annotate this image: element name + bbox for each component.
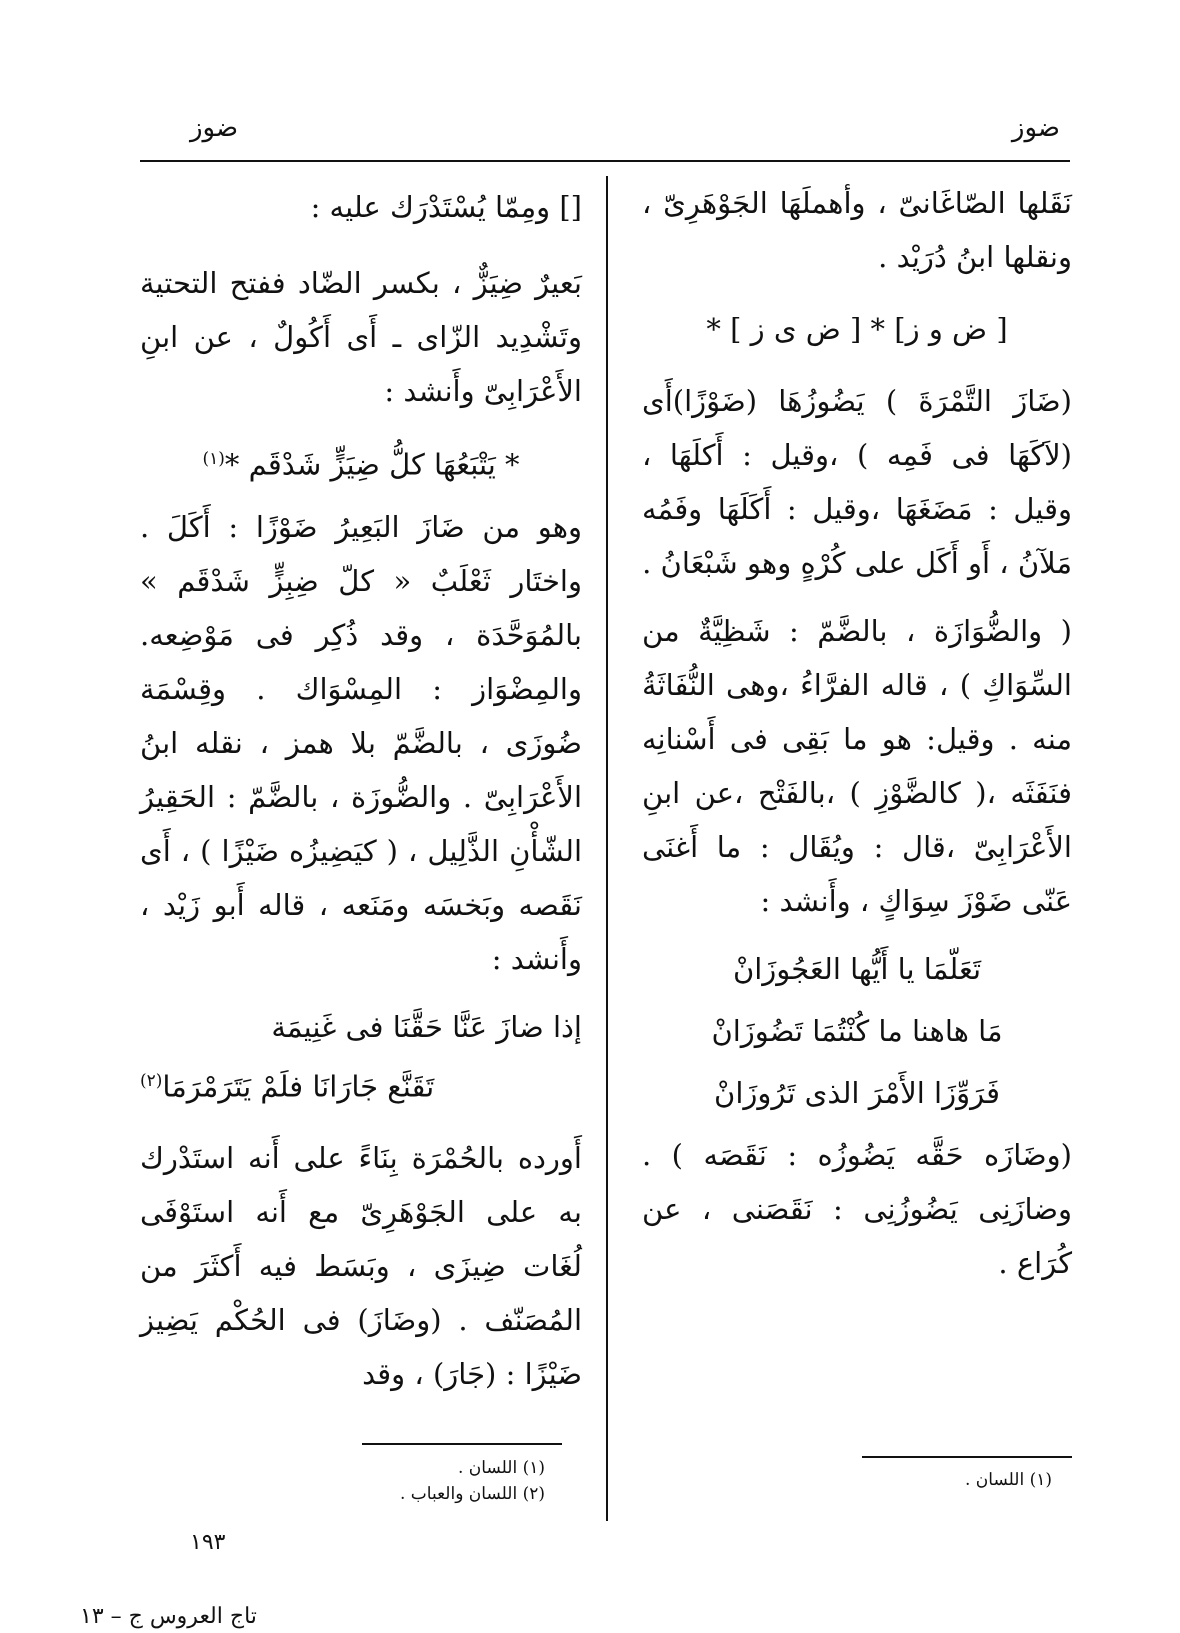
footnote: (٢) اللسان والعباب . [399,1484,545,1504]
paragraph: نَقَلها الصّاغَانىّ ، وأهملَهَا الجَوْهَرِىّ ، ونقلها ابنُ دُرَيْد . [642,186,1072,274]
verse-text: تَقَنَّع جَارَانَا فلَمْ يَتَرَمْرَمَا [162,1069,435,1104]
paragraph: أَورده بالحُمْرَة بِنَاءً على أَنه استَدْرك به على الجَوْهَرِىّ مع أَنه استَوْفَى لُغَات ضِيزَى ، وبَسَط فيه أَكثَرَ من المُصَنّف . (وضَازَ) فى الحُكْم يَضِيز ضَيْزًا : (جَارَ) ، وقد [140,1141,582,1392]
entry-heading: [ ض و ز] * [ ض ى ز ] * [706,312,1008,346]
verse-line: فَرَوِّزَا الأَمْرَ الذى تَرُوزَانْ [714,1076,1000,1110]
verse-line [140,432,582,492]
column-divider [606,176,608,1521]
footnote-mark: (٢) [140,1070,163,1091]
paragraph: (وضَازَه حَقَّه يَضُوزُه : نَقَصَه ) . وضازَنِى يَضُوزُنِى : نَقَصَنى ، عن كُرَاع . [642,1138,1072,1280]
verse-line [140,1054,582,1114]
paragraph: وهو من ضَازَ البَعِيرُ ضَوْزًا : أَكَلَ . واختَار ثَعْلَبٌ « كلّ ضِبِزٍّ شَدْقَم » بالمُوَحَّدَة ، وقد ذُكِر فى مَوْضِعه. والمِضْوَاز : المِسْوَاك . وقِسْمَة ضُوزَى ، بالضَّمّ بلا همز ، نقله ابنُ الأَعْرَابِىّ . والضُّوزَة ، بالضَّمّ : الحَقِيرُ الشّأْنِ الذَّلِيل ، ( كيَضِيزُه ضَيْزًا ) ، أَى نَقَصه وبَخسَه ومَنَعه ، قاله أَبو زَيْد ، وأَنشد : [140,509,582,976]
page-number: ١٩٣ [190,1530,226,1555]
running-head-right: ضوز [1011,113,1060,143]
verse-text: * يَتْبَعُهَا كلُّ ضِيَزٍّ شَدْقَم * [224,447,520,482]
right-column [642,176,1072,1304]
verse-line: مَا هاهنا ما كُنْتُمَا تَضُوزَانْ [711,1014,1003,1048]
verse-line: إذا ضازَ عَنَّا حَقَّنَا فى غَنِيمَة [271,1009,582,1044]
left-column [140,176,582,1415]
footnote-mark: (١) [202,449,225,469]
paragraph: (ضَازَ التَّمْرَةَ ) يَضُوزُهَا (ضَوْزًا)أَى (لاَكَهَا فى فَمِه ) ،وقيل : أَكلَهَا ، وقيل : مَضَغَهَا ،وقيل : أَكَلَهَا وفَمُه مَلآنُ ، أَو أَكَل على كُرْهٍ وهو شَبْعَانُ . [642,384,1072,580]
verse-line: تَعَلّمَا يا أَيُّها العَجُوزَانْ [732,952,982,986]
footnote-rule-left [362,1443,562,1445]
paragraph: بَعيرٌ ضِيَزٌّ ، بكسر الضّاد ففتح التحتية وتَشْدِيد الزّاى ـ أَى أَكُولٌ ، عن ابنِ الأَعْرَابِىّ وأَنشد : [140,266,582,408]
running-head-left: ضوز [190,113,239,143]
footnote-right: (١) اللسان . [965,1470,1052,1490]
header-rule [140,160,1070,162]
footnote: (١) اللسان . [458,1458,545,1478]
paragraph: ( والضُّوَازَة ، بالضَّمّ : شَظِيَّةٌ من السِّوَاكِ ) ، قاله الفرَّاءُ ،وهى النُّفَاثَةُ منه . وقيل: هو ما بَقِى فى أَسْنانِه فنَفَثَه ،( كالضَّوْزِ ) ،بالفَتْح ،عن ابنِ الأَعْرَابِىّ ،قال : ويُقَال : ما أَغنَى عَنّى ضَوْزَ سِوَاكٍ ، وأَنشد : [642,614,1072,918]
footnotes-left [300,1455,545,1507]
footnote-rule-right [862,1456,1072,1458]
supplement-heading: [] ومِمّا يُسْتَدْرَك عليه : [310,190,582,224]
printer-signature: تاج العروس ج – ١٣ [80,1604,257,1629]
